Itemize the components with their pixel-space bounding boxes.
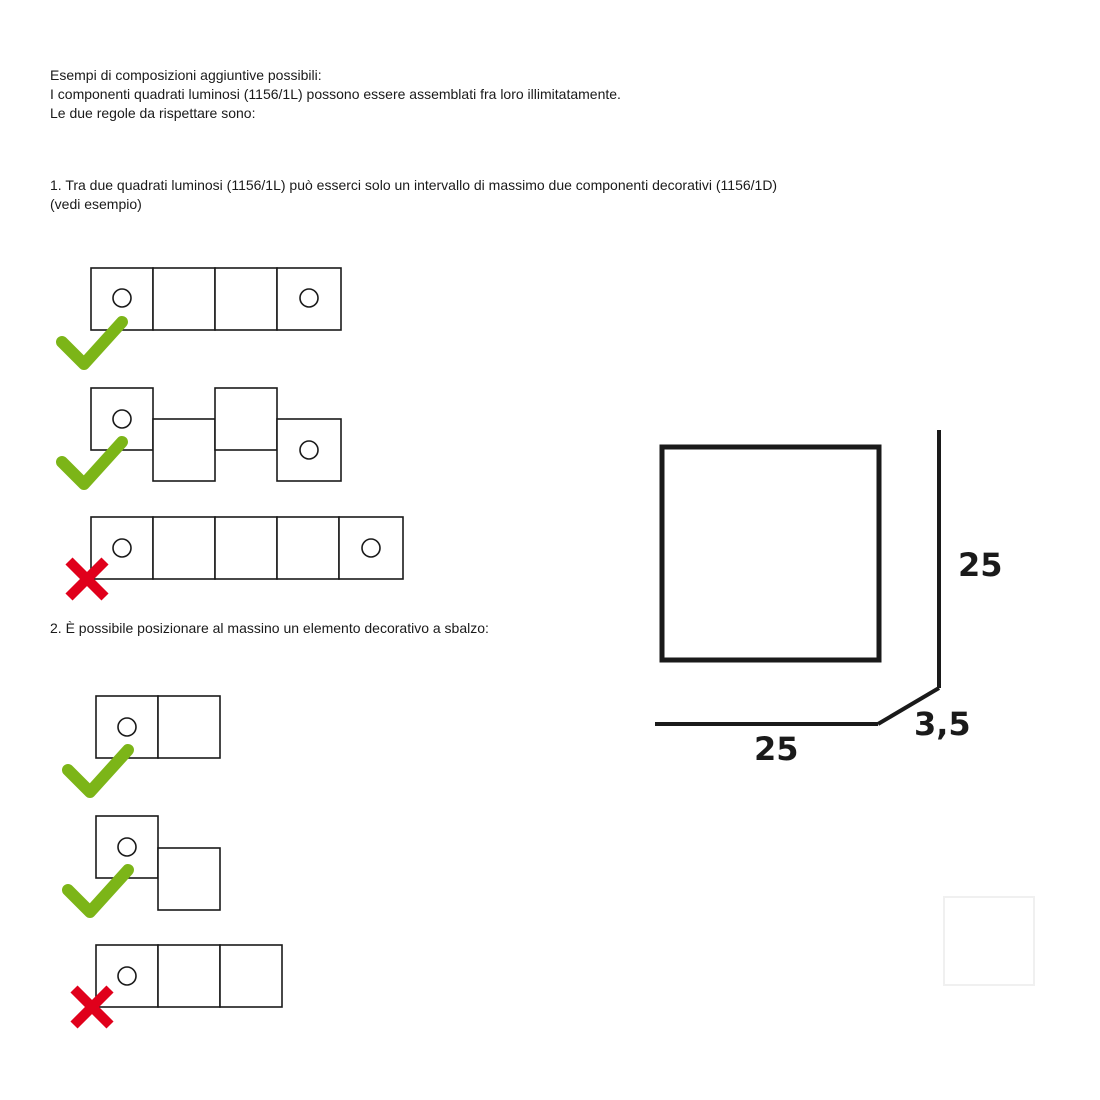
rule2-example-2 [96,816,220,910]
intro-line-2: I componenti quadrati luminosi (1156/1L) possono essere assemblati fra loro illimitatamente. [50,86,621,102]
light-circle-icon [300,289,318,307]
rule1-example-2 [91,388,341,481]
rule2-example-3 [96,945,282,1007]
rule-1-text: 1. Tra due quadrati luminosi (1156/1L) può esserci solo un intervallo di massimo due componenti decorativi (1156/1D) (vedi esempio) [50,177,778,212]
rule1-example-3 [91,517,403,579]
intro-line-3: Le due regole da rispettare sono: [50,105,256,121]
width-label: 25 [754,730,799,768]
decorative-square [158,945,220,1007]
decorative-square [153,268,215,330]
light-circle-icon [113,289,131,307]
light-circle-icon [118,838,136,856]
light-circle-icon [113,539,131,557]
decorative-square [215,268,277,330]
light-circle-icon [118,967,136,985]
height-label: 25 [958,546,1003,584]
intro-line-1: Esempi di composizioni aggiuntive possibili: [50,67,322,83]
decorative-square [220,945,282,1007]
product-square-outline [662,447,879,660]
depth-label: 3,5 [914,705,971,743]
rule1-example-1 [91,268,341,330]
rule2-example-1 [96,696,220,758]
rule-2-text: 2. È possibile posizionare al massino un elemento decorativo a sbalzo: [50,620,489,636]
light-circle-icon [118,718,136,736]
faint-watermark-square [944,897,1034,985]
decorative-square [215,517,277,579]
dimension-drawing [655,430,1003,768]
light-circle-icon [300,441,318,459]
decorative-square [158,696,220,758]
decorative-square [277,517,339,579]
light-circle-icon [113,410,131,428]
decorative-square [153,517,215,579]
decorative-square [215,388,277,450]
decorative-square [153,419,215,481]
decorative-square [158,848,220,910]
light-circle-icon [362,539,380,557]
